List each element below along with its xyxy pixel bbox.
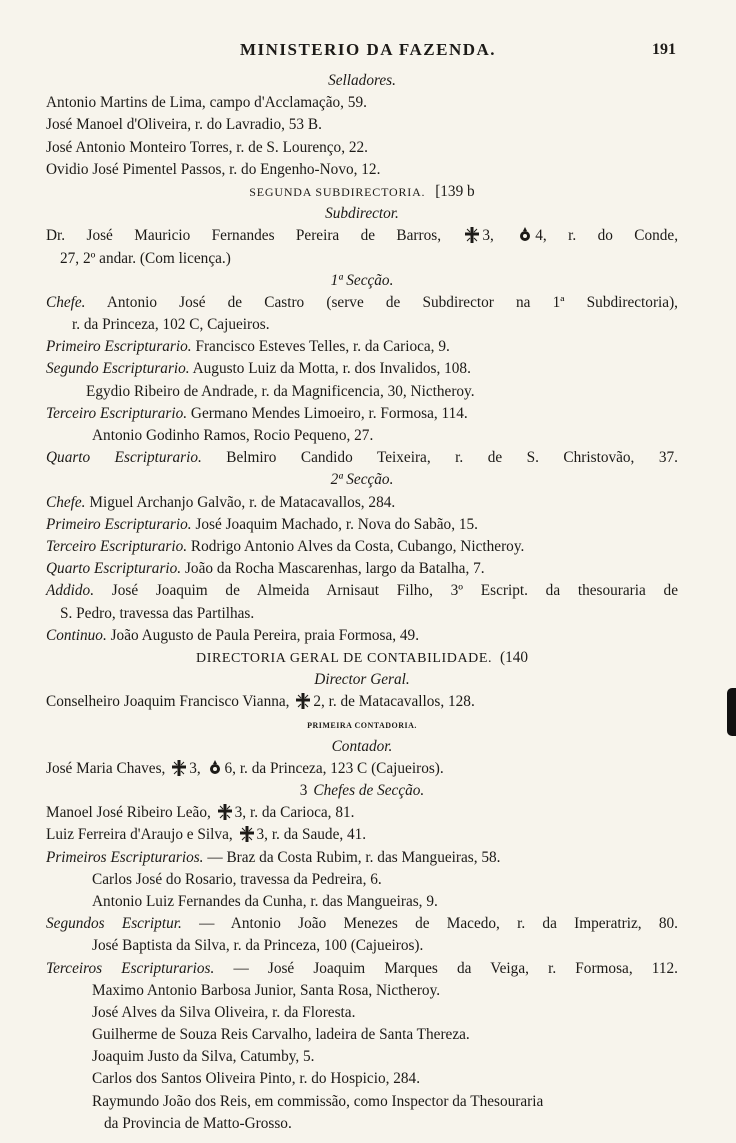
order-cross-icon [465, 227, 479, 243]
segundo-entry [46, 358, 678, 380]
chefes-title: Chefes de Secção. [313, 782, 425, 799]
primeiros-entry [46, 847, 678, 869]
list-item: José Baptista da Silva, r. da Princeza, 100 (Cajueiros). [92, 937, 424, 955]
terceiros-entry [46, 958, 678, 980]
entry-text: 3, r. da Carioca, 81. [234, 804, 355, 822]
list-item: Antonio Godinho Ramos, Rocio Pequeno, 27. [92, 427, 374, 444]
role-label: Primeiro Escripturario. [46, 515, 192, 533]
list-item: Carlos José do Rosario, travessa da Pedreira, 6. [92, 870, 382, 888]
page-number: 191 [652, 41, 676, 58]
running-header [0, 40, 736, 66]
primeiro-entry [46, 514, 678, 536]
role-label: Segundos Escriptur. [46, 915, 182, 933]
chefe-entry [46, 292, 678, 314]
entry-text: — Antonio João Menezes de Macedo, r. da Imperatriz, 80. [199, 915, 679, 933]
list-item: Egydio Ribeiro de Andrade, r. da Magnificencia, 30, Nictheroy. [86, 382, 475, 400]
director-entry [46, 691, 678, 713]
subdirectoria-heading [46, 181, 678, 203]
chefe-entry [46, 802, 678, 824]
chefes-heading [46, 780, 678, 802]
primeira-contadoria-heading [46, 713, 678, 735]
order-rose-icon [518, 227, 532, 243]
addido-entry [46, 580, 678, 602]
entry-text: Germano Mendes Limoeiro, r. Formosa, 114. [190, 404, 468, 422]
entry-text: João Augusto de Paula Pereira, praia Formosa, 49. [110, 626, 420, 644]
terceiro-entry [46, 403, 678, 425]
role-label: Continuo. [46, 626, 107, 644]
entry-text: 3, [482, 227, 494, 245]
chefe-entry [46, 492, 678, 514]
role-label: Terceiro Escripturario. [46, 537, 188, 555]
list-item: Antonio Martins de Lima, campo d'Acclamação, 59. [46, 94, 367, 112]
list-item: Ovidio José Pimentel Passos, r. do Engenho-Novo, 12. [46, 160, 381, 178]
role-label: Addido. [46, 582, 95, 600]
role-label: Quarto Escripturario. [46, 560, 182, 578]
quarto-entry [46, 447, 678, 469]
entry-text: José Joaquim de Almeida Arnisaut Filho, 3º Escript. da thesouraria de [111, 582, 678, 600]
entry-text: 2, r. de Matacavallos, 128. [313, 693, 475, 711]
chefe-entry-cont: r. da Princeza, 102 C, Cajueiros. [72, 316, 270, 334]
entry-text: — José Joaquim Marques da Veiga, r. Formosa, 112. [233, 959, 678, 977]
role-label: Quarto Escripturario. [46, 449, 202, 467]
subdirector-heading: Subdirector. [325, 205, 399, 223]
order-cross-icon [172, 760, 186, 776]
entry-text: Dr. José Mauricio Fernandes Pereira de Barros, [46, 227, 442, 245]
entry-text: Belmiro Candido Teixeira, r. de S. Christovão, 37. [226, 449, 678, 467]
subdirectoria-count: [139 b [435, 182, 475, 200]
role-label: Segundo Escripturario. [46, 360, 190, 378]
entry-text: 6, r. da Princeza, 123 C (Cajueiros). [224, 759, 444, 777]
directoria-count: (140 [499, 648, 529, 666]
entry-text: Rodrigo Antonio Alves da Costa, Cubango, Nictheroy. [190, 537, 525, 555]
entry-text: Antonio José de Castro (serve de Subdirector na 1ª Subdirectoria), [106, 293, 678, 311]
directoria-heading [46, 647, 678, 669]
chefe-entry [46, 824, 678, 846]
list-item: José Alves da Silva Oliveira, r. da Floresta. [92, 1003, 356, 1021]
list-item: Carlos dos Santos Oliveira Pinto, r. do Hospicio, 284. [92, 1070, 421, 1088]
director-heading: Director Geral. [314, 671, 410, 689]
entry-text: 3, [189, 759, 201, 777]
subdirectoria-title: SEGUNDA SUBDIRECTORIA. [249, 184, 426, 199]
subdirector-entry [46, 225, 678, 247]
role-label: Terceiro Escripturario. [46, 404, 188, 422]
list-item: José Manoel d'Oliveira, r. do Lavradio, 53 B. [46, 116, 322, 134]
order-cross-icon [240, 826, 254, 842]
binding-mark [727, 688, 736, 736]
list-item: Joaquim Justo da Silva, Catumby, 5. [92, 1048, 315, 1066]
section-heading-selladores: Selladores. [328, 72, 396, 89]
entry-text: Miguel Archanjo Galvão, r. de Matacavallos, 284. [89, 493, 396, 511]
list-item: Guilherme de Souza Reis Carvalho, ladeira de Santa Thereza. [92, 1026, 470, 1044]
section-heading-2: 2ª Secção. [330, 471, 394, 489]
entry-text: Francisco Esteves Telles, r. da Carioca, 9. [195, 338, 450, 356]
page-body [46, 70, 678, 1135]
quarto-entry [46, 558, 678, 580]
entry-text: José Joaquim Machado, r. Nova do Sabão, 15. [195, 515, 478, 533]
role-label: Chefe. [46, 293, 86, 311]
contador-entry [46, 758, 678, 780]
entry-text: José Maria Chaves, [46, 759, 166, 777]
contador-heading: Contador. [331, 737, 393, 755]
addido-entry-cont: S. Pedro, travessa das Partilhas. [60, 604, 255, 622]
continuo-entry [46, 625, 678, 647]
entry-text: Augusto Luiz da Motta, r. dos Invalidos, 108. [192, 360, 471, 378]
entry-text: Manoel José Ribeiro Leão, [46, 804, 211, 822]
order-cross-icon [296, 693, 310, 709]
segundos-entry [46, 913, 678, 935]
chefes-count: 3 [299, 782, 308, 799]
section-heading-1: 1ª Secção. [330, 271, 394, 289]
entry-text: Conselheiro Joaquim Francisco Vianna, [46, 693, 290, 711]
list-item: Maximo Antonio Barbosa Junior, Santa Rosa, Nictheroy. [92, 981, 441, 999]
contadoria-title: PRIMEIRA CONTADORIA. [307, 721, 417, 731]
page-title: MINISTERIO DA FAZENDA. [239, 40, 497, 59]
role-label: Terceiros Escripturarios. [46, 959, 215, 977]
role-label: Primeiros Escripturarios. [46, 848, 204, 866]
order-rose-icon [208, 760, 222, 776]
subdirector-entry-cont: 27, 2º andar. (Com licença.) [60, 249, 231, 267]
role-label: Chefe. [46, 493, 86, 511]
primeiro-entry [46, 336, 678, 358]
list-item: Antonio Luiz Fernandes da Cunha, r. das Mangueiras, 9. [92, 892, 438, 910]
list-item: da Provincia de Matto-Grosso. [104, 1114, 292, 1132]
entry-text: Luiz Ferreira d'Araujo e Silva, [46, 826, 233, 844]
role-label: Primeiro Escripturario. [46, 338, 192, 356]
entry-text: 4, r. do Conde, [535, 227, 679, 245]
entry-text: 3, r. da Saude, 41. [256, 826, 367, 844]
list-item: José Antonio Monteiro Torres, r. de S. Lourenço, 22. [46, 138, 368, 156]
entry-text: João da Rocha Mascarenhas, largo da Batalha, 7. [184, 560, 485, 578]
entry-text: — Braz da Costa Rubim, r. das Mangueiras, 58. [207, 848, 501, 866]
order-cross-icon [218, 804, 232, 820]
terceiro-entry [46, 536, 678, 558]
directoria-title: DIRECTORIA GERAL DE CONTABILIDADE. [195, 650, 493, 666]
list-item: Raymundo João dos Reis, em commissão, como Inspector da Thesouraria [92, 1092, 544, 1110]
